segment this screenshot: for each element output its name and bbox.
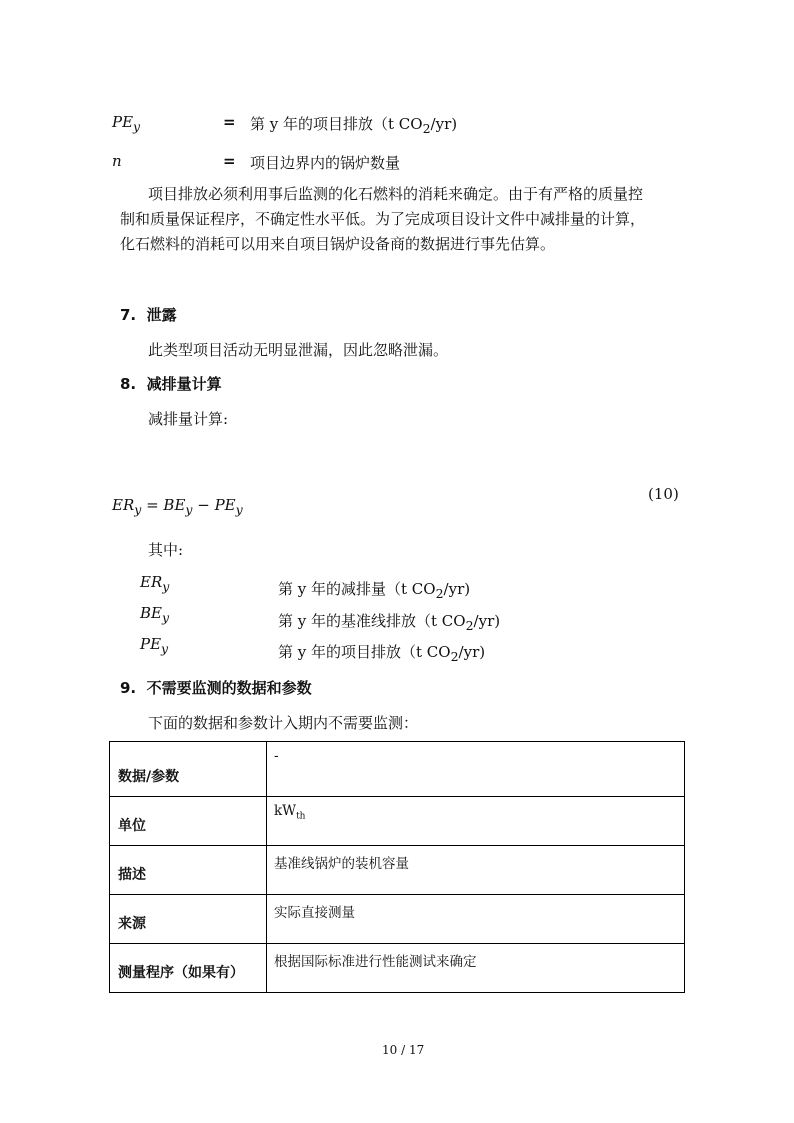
- table-row: [110, 742, 685, 797]
- row-value-description: 基准线锅炉的装机容量: [267, 846, 685, 895]
- definition-pe-y: 第 y 年的项目排放（t $CO_2/yr$): [250, 115, 458, 136]
- row-label-procedure: 测量程序（如果有）: [110, 944, 267, 993]
- table-row: [110, 797, 685, 846]
- table-row: [110, 895, 685, 944]
- symbol-be-y: $BE_y$: [140, 604, 170, 625]
- where-label: 其中:: [148, 541, 184, 559]
- paragraph-line: 化石燃料的消耗可以用来自项目锅炉设备商的数据进行事先估算。: [120, 235, 556, 253]
- section-8-body: 减排量计算:: [148, 410, 229, 428]
- row-value-procedure: 根据国际标准进行性能测试来确定: [267, 944, 685, 993]
- section-7-heading: 7. 泄露: [120, 306, 177, 324]
- section-9-heading: 9. 不需要监测的数据和参数: [120, 679, 312, 697]
- equals-sign: =: [223, 113, 236, 131]
- symbol-pe-y: $PE_y$: [112, 113, 141, 134]
- definition-n: 项目边界内的锅炉数量: [250, 154, 401, 172]
- row-value-data-parameter: -: [267, 742, 685, 797]
- parameters-table: [109, 741, 685, 993]
- section-8-heading: 8. 减排量计算: [120, 375, 222, 393]
- equation-10: $ER_y = BE_y - PE_y$: [112, 496, 243, 517]
- symbol-er-y: $ER_y$: [140, 573, 170, 594]
- table-row: [110, 944, 685, 993]
- definition-pe-y: 第 y 年的项目排放（t $CO_2/yr$): [278, 643, 486, 664]
- paragraph-line: 制和质量保证程序，不确定性水平低。为了完成项目设计文件中减排量的计算，: [120, 210, 646, 228]
- section-9-body: 下面的数据和参数计入期内不需要监测：: [148, 714, 419, 732]
- row-label-description: 描述: [110, 846, 267, 895]
- symbol-pe-y: $PE_y$: [140, 635, 169, 656]
- section-7-body: 此类型项目活动无明显泄漏，因此忽略泄漏。: [148, 341, 449, 359]
- definition-er-y: 第 y 年的减排量（t $CO_2/yr$): [278, 580, 471, 601]
- row-label-source: 来源: [110, 895, 267, 944]
- row-value-unit: $kW_{th}$: [267, 797, 685, 846]
- row-value-source: 实际直接测量: [267, 895, 685, 944]
- row-label-unit: 单位: [110, 797, 267, 846]
- definition-be-y: 第 y 年的基准线排放（t $CO_2/yr$): [278, 612, 501, 633]
- row-label-data-parameter: 数据/参数: [110, 742, 267, 797]
- table-row: [110, 846, 685, 895]
- paragraph-line: 项目排放必须利用事后监测的化石燃料的消耗来确定。由于有严格的质量控: [148, 185, 644, 203]
- equation-number: (10): [648, 485, 679, 503]
- equals-sign: =: [223, 152, 236, 170]
- symbol-n: n: [112, 152, 122, 170]
- page-number: 10 / 17: [382, 1043, 425, 1057]
